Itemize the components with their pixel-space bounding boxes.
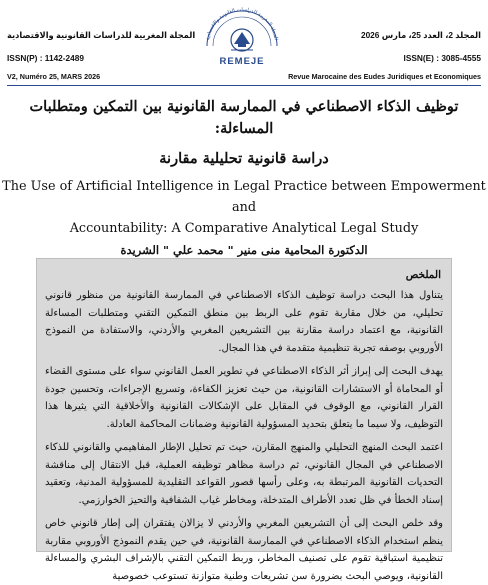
issn-print: ISSN(P) : 1142-2489 bbox=[7, 53, 85, 63]
journal-name-fr: Revue Marocaine des Eudes Juridiques et Economiques bbox=[288, 72, 481, 81]
title-ar-line2: دراسة قانونية تحليلية مقارنة bbox=[159, 150, 329, 167]
volume-fr: V2, Numéro 25, MARS 2026 bbox=[7, 72, 101, 81]
title-en-line1: The Use of Artificial Intelligence in Legal Practice between Empowerment and bbox=[2, 179, 486, 215]
issn-electronic: ISSN(E) : 3085-4555 bbox=[403, 53, 481, 63]
abstract-paragraph: يتناول هذا البحث دراسة توظيف الذكاء الاصطناعي في الممارسة القانونية من منظور قانوني تحليلي، من خلال مقاربة تقوم على الربط بين منطق التمكين التقني ومتطلبات المساءلة القانونية، مع اعتماد دراسة مقارنة بين التشريعين المغربي والأردني، والاستفادة من النموذج الأوروبي بوصفه تجربة تنظيمية متقدمة في هذا المجال. bbox=[45, 290, 443, 354]
title-ar-line1: توظيف الذكاء الاصطناعي في الممارسة القانونية بين التمكين ومتطلبات المساءلة: bbox=[29, 98, 459, 137]
header-divider bbox=[7, 85, 481, 86]
journal-name-ar: المجلة المغربية للدراسات القانونية والاقتصادية bbox=[7, 30, 196, 40]
abstract-box bbox=[36, 258, 452, 582]
abstract-heading: الملخص bbox=[405, 269, 441, 281]
abstract-paragraph: اعتمد البحث المنهج التحليلي والمنهج المقارن، حيث تم تحليل الإطار المفاهيمي والقانوني للذكاء الاصطناعي في المجال القانوني، ثم دراسة مظاهر توظيفه العملية، قبل الانتقال إلى مناقشة التحديات القانونية المرتبطة به، وعلى رأسها قصور القواعد التقليدية للمسؤولية المدنية، وتعقيد إسناد الخطأ في ظل تعدد الأطراف المتدخلة، ومخاطر غياب الشفافية والتحيز الخوارزمي. bbox=[45, 442, 443, 506]
volume-ar: المجلد 2، العدد 25، مارس 2026 bbox=[360, 30, 481, 40]
title-en-line2: Accountability: A Comparative Analytical Legal Study bbox=[69, 221, 419, 236]
logo-acronym: REMEJE bbox=[219, 56, 265, 67]
author-ar: الدكتورة المحامية منى منير " محمد علي " الشريدة bbox=[120, 243, 368, 257]
logo-arc-text: المجلة المغربية للدراسات القانونية والاقتصادية bbox=[205, 6, 279, 41]
abstract-paragraph: وقد خلص البحث إلى أن التشريعين المغربي والأردني لا يزالان يفتقران إلى إطار قانوني خاص ينظم استخدام الذكاء الاصطناعي في الممارسة القانونية، في حين يقدم النموذج الأوروبي مقاربة تنظيمية استباقية تقوم على تصنيف المخاطر، وربط التمكين التقني بالإشراف البشري والمساءلة القانونية، ويوصي البحث بضرورة سن تشريعات وطنية متوازنة تستوعب خصوصية bbox=[45, 518, 443, 582]
article-title-block bbox=[0, 92, 488, 280]
abstract-paragraph: يهدف البحث إلى إبراز أثر الذكاء الاصطناعي في تطوير العمل القانوني سواء على مستوى القضاء أو المحاماة أو الاستشارات القانونية، من حيث تعزيز الكفاءة، وتسريع الإجراءات، وتحسين جودة القرار القانوني، مع الوقوف في المقابل على الإشكالات القانونية والأخلاقية التي يثيرها هذا التوظيف، ولا سيما ما يتعلق بتحديد المسؤولية القانونية وضمانات المحاكمة العادلة. bbox=[45, 366, 443, 430]
journal-header bbox=[0, 0, 488, 92]
